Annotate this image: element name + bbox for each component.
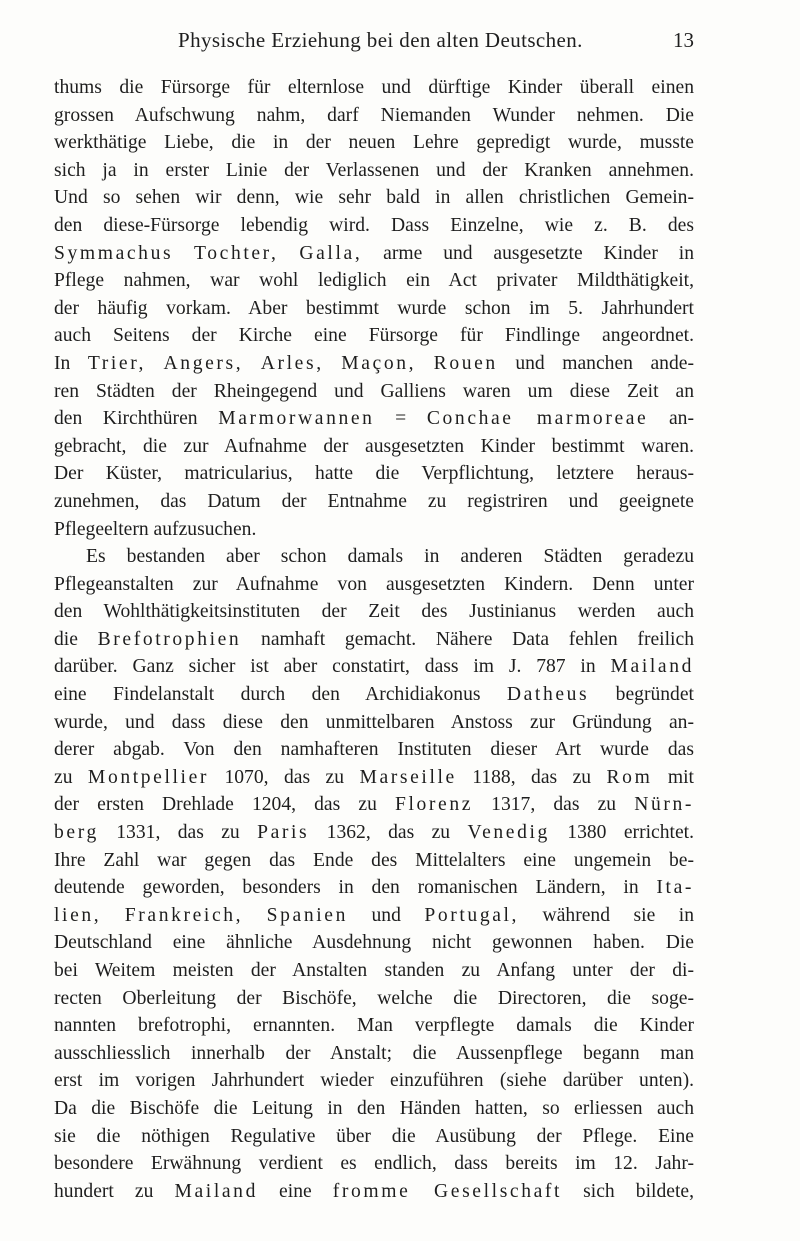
text-line	[54, 157, 694, 185]
spaced-name: Mailand	[610, 656, 694, 678]
spaced-name: Portugal,	[424, 904, 520, 926]
text-line	[54, 240, 694, 268]
spaced-name: Ita-	[656, 877, 694, 899]
spaced-name: Frankreich,	[124, 904, 244, 926]
text-line	[54, 1123, 694, 1151]
text-run: der häufig vorkam. Aber bestimmt wurde schon im 5. Jahrhundert	[54, 297, 694, 319]
text-run: zunehmen, das Datum der Entnahme zu registriren und geeignete	[54, 490, 694, 512]
text-line	[54, 1040, 694, 1068]
text-run	[416, 353, 434, 374]
text-line	[54, 681, 694, 709]
text-run: sich bildete,	[562, 1180, 694, 1202]
text-run: werkthätige Liebe, die in der neuen Lehre gepredigt wurde, musste	[54, 132, 694, 154]
text-run	[243, 353, 261, 374]
text-run: wurde, und dass diese den unmittelbaren Anstoss zur Gründung an-	[54, 711, 694, 733]
spaced-name: Venedig	[467, 822, 550, 844]
text-line	[54, 212, 694, 240]
text-run: besondere Erwähnung verdient es endlich, dass bereits im 12. Jahr-	[54, 1153, 694, 1175]
text-run: Der Küster, matricularius, hatte die Verpflichtung, letztere heraus-	[54, 463, 694, 485]
text-run: gebracht, die zur Aufnahme der ausgesetzten Kinder bestimmt waren.	[54, 435, 694, 457]
spaced-name: Marseille	[359, 766, 457, 788]
text-run: Pflegeeltern aufzusuchen.	[54, 518, 257, 540]
text-line	[54, 267, 694, 295]
spaced-name: Mailand	[174, 1180, 258, 1202]
text-run: namhaft gemacht. Nähere Data fehlen freilich	[241, 628, 694, 650]
text-run	[173, 243, 194, 264]
text-run	[324, 353, 342, 374]
text-run: den Kirchthüren	[54, 408, 219, 430]
text-run: recten Oberleitung der Bischöfe, welche die Directoren, die soge-	[54, 987, 694, 1009]
text-run: thums die Fürsorge für elternlose und dürftige Kinder überall einen	[54, 77, 694, 98]
text-run: mit	[652, 766, 694, 788]
text-line	[54, 1012, 694, 1040]
spaced-name: Montpellier	[87, 766, 210, 788]
text-line	[54, 295, 694, 323]
text-run: deutende geworden, besonders in den romanischen Ländern, in	[54, 877, 657, 899]
text-run: Deutschland eine ähnliche Ausdehnung nicht gewonnen haben. Die	[54, 932, 694, 954]
text-run: und manchen ande-	[497, 352, 694, 374]
spaced-name: Nürn-	[634, 794, 694, 816]
text-line	[54, 74, 694, 102]
text-run	[101, 905, 125, 926]
text-line	[54, 791, 694, 819]
text-run: Und so sehen wir denn, wie sehr bald in allen christlichen Gemein-	[54, 187, 694, 209]
text-run: Pflege nahmen, war wohl lediglich ein Act privater Mildthätigkeit,	[54, 270, 694, 292]
text-line	[54, 902, 694, 930]
text-run: 1331, das zu	[98, 822, 258, 844]
spaced-name: Marmorwannen	[218, 408, 375, 430]
text-run: den Wohlthätigkeitsinstituten der Zeit des Justinianus werden auch	[54, 601, 694, 623]
text-run: erst im vorigen Jahrhundert wieder einzuführen (siehe darüber unten).	[54, 1070, 694, 1092]
spaced-name: Datheus	[506, 684, 590, 706]
text-line	[54, 1067, 694, 1095]
text-line	[54, 571, 694, 599]
spaced-name: Arles,	[260, 352, 324, 374]
text-run: =	[374, 408, 427, 430]
text-run: 1317, das zu	[473, 794, 635, 816]
text-run: grossen Aufschwung nahm, darf Niemanden Wunder nehmen. Die	[54, 104, 694, 126]
running-header	[178, 28, 694, 60]
text-run: zu	[54, 766, 88, 788]
text-run: während sie in	[519, 904, 694, 926]
text-line	[54, 764, 694, 792]
text-line	[54, 653, 694, 681]
body-text	[54, 74, 694, 1205]
text-run: 1362, das zu	[309, 822, 468, 844]
text-line	[54, 433, 694, 461]
text-run	[146, 353, 164, 374]
text-line	[54, 598, 694, 626]
text-run: begründet	[589, 684, 694, 706]
running-title: Physische Erziehung bei den alten Deutschen.	[178, 28, 583, 52]
spaced-name: Trier,	[87, 352, 147, 374]
spaced-name: Conchae marmoreae	[426, 408, 649, 430]
text-run: darüber. Ganz sicher ist aber constatirt, dass im J. 787 in	[54, 656, 611, 678]
spaced-name: Angers,	[163, 352, 244, 374]
text-line	[54, 1178, 694, 1206]
spaced-name: Maçon,	[341, 352, 417, 374]
text-run: der ersten Drehlade 1204, das zu	[54, 794, 395, 816]
text-line	[54, 129, 694, 157]
text-line	[54, 184, 694, 212]
text-run: Pflegeanstalten zur Aufnahme von ausgesetzten Kindern. Denn unter	[54, 573, 694, 595]
text-run: nannten brefotrophi, ernannten. Man verpflegte damals die Kinder	[54, 1015, 694, 1037]
text-run: auch Seitens der Kirche eine Fürsorge für Findlinge angeordnet.	[54, 325, 694, 347]
text-line	[54, 322, 694, 350]
text-run: sie die nöthigen Regulative über die Ausübung der Pflege. Eine	[54, 1125, 694, 1147]
spaced-name: Rom	[606, 766, 653, 788]
text-line	[54, 488, 694, 516]
text-line	[54, 460, 694, 488]
spaced-name: Brefotrophien	[97, 628, 242, 650]
text-line	[54, 874, 694, 902]
text-run: eine	[257, 1180, 333, 1202]
text-run: derer abgab. Von den namhafteren Instituten dieser Art wurde das	[54, 739, 694, 761]
text-line	[54, 985, 694, 1013]
spaced-name: lien,	[54, 904, 102, 926]
text-line	[54, 847, 694, 875]
text-line	[54, 1095, 694, 1123]
text-run: eine Findelanstalt durch den Archidiakonus	[54, 684, 507, 706]
text-line	[54, 819, 694, 847]
spaced-name: berg	[54, 822, 99, 844]
text-run: ren Städten der Rheingegend und Galliens waren um diese Zeit an	[54, 380, 694, 402]
text-run: Es bestanden aber schon damals in anderen Städten geradezu	[86, 546, 694, 568]
text-run: 1380 errichtet.	[549, 822, 695, 844]
spaced-name: Paris	[257, 822, 310, 844]
text-run: In	[54, 352, 88, 374]
spaced-name: Florenz	[394, 794, 474, 816]
text-run: die	[54, 628, 98, 650]
text-run: den diese-Fürsorge lebendig wird. Dass Einzelne, wie z. B. des	[54, 214, 694, 236]
text-line	[54, 929, 694, 957]
text-line	[54, 626, 694, 654]
text-run: Da die Bischöfe die Leitung in den Händen hatten, so erliessen auch	[54, 1097, 694, 1119]
text-run: ausschliesslich innerhalb der Anstalt; die Aussenpflege begann man	[54, 1042, 694, 1064]
spaced-name: Galla,	[299, 242, 363, 264]
text-line	[54, 405, 694, 433]
text-line	[54, 736, 694, 764]
text-run: Ihre Zahl war gegen das Ende des Mittelalters eine ungemein be-	[54, 849, 694, 871]
text-line	[54, 350, 694, 378]
text-run: arme und ausgesetzte Kinder in	[362, 242, 694, 264]
spaced-name: Rouen	[433, 352, 498, 374]
text-line	[54, 709, 694, 737]
spaced-name: Spanien	[266, 904, 348, 926]
text-run	[243, 905, 267, 926]
spaced-name: Tochter,	[194, 242, 279, 264]
text-run: und	[347, 904, 425, 926]
spaced-name: Symmachus	[54, 242, 174, 264]
text-run	[279, 243, 300, 264]
page-number: 13	[673, 28, 694, 52]
text-run: 1070, das zu	[209, 766, 360, 788]
spaced-name: fromme Gesellschaft	[332, 1180, 563, 1202]
text-line	[54, 378, 694, 406]
text-line	[54, 543, 694, 571]
text-run: bei Weitem meisten der Anstalten standen zu Anfang unter der di-	[54, 960, 694, 981]
text-run: 1188, das zu	[456, 766, 607, 788]
text-line	[54, 1150, 694, 1178]
text-run: an-	[648, 408, 695, 430]
text-line	[54, 957, 694, 985]
text-line	[54, 102, 694, 130]
text-line	[54, 516, 694, 544]
text-run: sich ja in erster Linie der Verlassenen und der Kranken annehmen.	[54, 159, 694, 181]
text-run: hundert zu	[54, 1180, 175, 1202]
